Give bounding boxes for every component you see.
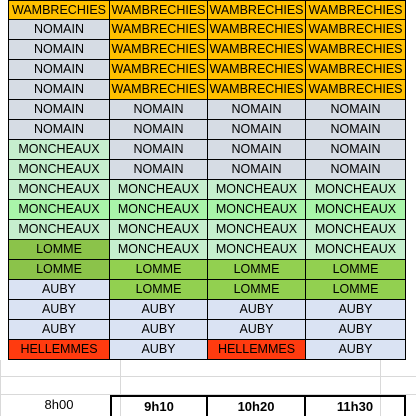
schedule-cell[interactable]: MONCHEAUX (110, 180, 208, 200)
schedule-cell[interactable]: NOMAIN (8, 20, 110, 40)
schedule-cell[interactable]: WAMBRECHIES (110, 40, 208, 60)
schedule-cell[interactable]: LOMME (306, 260, 406, 280)
schedule-cell[interactable]: NOMAIN (110, 120, 208, 140)
schedule-cell[interactable]: AUBY (306, 340, 406, 360)
schedule-cell[interactable]: NOMAIN (306, 120, 406, 140)
schedule-cell[interactable]: LOMME (208, 280, 306, 300)
schedule-row (8, 240, 406, 260)
schedule-cell[interactable]: WAMBRECHIES (8, 0, 110, 20)
schedule-cell[interactable]: LOMME (208, 260, 306, 280)
schedule-cell[interactable]: NOMAIN (8, 40, 110, 60)
schedule-row (8, 300, 406, 320)
schedule-cell[interactable]: MONCHEAUX (306, 220, 406, 240)
schedule-cell[interactable]: AUBY (8, 300, 110, 320)
schedule-row (8, 0, 406, 20)
schedule-cell[interactable]: WAMBRECHIES (306, 0, 406, 20)
schedule-cell[interactable]: NOMAIN (8, 120, 110, 140)
schedule-cell[interactable]: LOMME (8, 260, 110, 280)
time-slot-2[interactable]: 9h10 (110, 395, 208, 416)
schedule-cell[interactable]: MONCHEAUX (208, 200, 306, 220)
schedule-row (8, 100, 406, 120)
schedule-cell[interactable]: NOMAIN (306, 140, 406, 160)
schedule-cell[interactable]: LOMME (110, 260, 208, 280)
schedule-cell[interactable]: AUBY (208, 300, 306, 320)
schedule-row (8, 120, 406, 140)
schedule-cell[interactable]: MONCHEAUX (8, 140, 110, 160)
schedule-cell[interactable]: MONCHEAUX (208, 240, 306, 260)
schedule-cell[interactable]: AUBY (208, 320, 306, 340)
schedule-row (8, 320, 406, 340)
schedule-cell[interactable]: WAMBRECHIES (110, 20, 208, 40)
schedule-cell[interactable]: WAMBRECHIES (306, 40, 406, 60)
schedule-cell[interactable]: NOMAIN (8, 80, 110, 100)
schedule-cell[interactable]: AUBY (110, 340, 208, 360)
schedule-cell[interactable]: NOMAIN (8, 60, 110, 80)
schedule-cell[interactable]: MONCHEAUX (306, 200, 406, 220)
schedule-row (8, 140, 406, 160)
time-slot-row (8, 395, 406, 416)
schedule-cell[interactable]: WAMBRECHIES (208, 20, 306, 40)
schedule-cell[interactable]: MONCHEAUX (208, 180, 306, 200)
schedule-cell[interactable]: LOMME (8, 240, 110, 260)
schedule-cell[interactable]: NOMAIN (110, 140, 208, 160)
schedule-cell[interactable]: WAMBRECHIES (208, 0, 306, 20)
schedule-row (8, 80, 406, 100)
schedule-row (8, 180, 406, 200)
time-slot-3[interactable]: 10h20 (208, 395, 306, 416)
gridline-horizontal (0, 376, 416, 377)
gridline-vertical (0, 360, 1, 416)
schedule-cell[interactable]: MONCHEAUX (8, 200, 110, 220)
schedule-row (8, 280, 406, 300)
schedule-cell[interactable]: WAMBRECHIES (110, 0, 208, 20)
schedule-cell[interactable]: NOMAIN (110, 100, 208, 120)
schedule-cell[interactable]: NOMAIN (208, 160, 306, 180)
schedule-cell[interactable]: WAMBRECHIES (110, 60, 208, 80)
schedule-cell[interactable]: NOMAIN (110, 160, 208, 180)
schedule-cell[interactable]: AUBY (306, 300, 406, 320)
schedule-cell[interactable]: LOMME (110, 280, 208, 300)
time-slot-4[interactable]: 11h30 (306, 395, 406, 416)
schedule-row (8, 340, 406, 360)
schedule-row (8, 220, 406, 240)
schedule-row (8, 60, 406, 80)
schedule-cell[interactable]: NOMAIN (208, 100, 306, 120)
schedule-cell[interactable]: NOMAIN (208, 140, 306, 160)
time-slot-1[interactable]: 8h00 (44, 397, 74, 412)
schedule-cell[interactable]: WAMBRECHIES (208, 80, 306, 100)
schedule-cell[interactable]: WAMBRECHIES (306, 60, 406, 80)
schedule-cell[interactable]: MONCHEAUX (8, 220, 110, 240)
schedule-cell[interactable]: AUBY (110, 300, 208, 320)
schedule-cell[interactable]: MONCHEAUX (8, 160, 110, 180)
schedule-row (8, 260, 406, 280)
schedule-cell[interactable]: MONCHEAUX (110, 220, 208, 240)
schedule-cell[interactable]: AUBY (8, 320, 110, 340)
schedule-row (8, 40, 406, 60)
schedule-cell[interactable]: HELLEMMES (8, 340, 110, 360)
schedule-cell[interactable]: NOMAIN (306, 100, 406, 120)
schedule-row (8, 200, 406, 220)
schedule-cell[interactable]: MONCHEAUX (306, 240, 406, 260)
schedule-cell[interactable]: AUBY (8, 280, 110, 300)
schedule-cell[interactable]: MONCHEAUX (8, 180, 110, 200)
schedule-cell[interactable]: WAMBRECHIES (306, 20, 406, 40)
schedule-cell[interactable]: MONCHEAUX (110, 200, 208, 220)
schedule-cell[interactable]: MONCHEAUX (110, 240, 208, 260)
schedule-cell[interactable]: WAMBRECHIES (208, 40, 306, 60)
schedule-cell[interactable]: AUBY (306, 320, 406, 340)
schedule-cell[interactable]: WAMBRECHIES (306, 80, 406, 100)
schedule-cell[interactable]: AUBY (110, 320, 208, 340)
schedule-cell[interactable]: MONCHEAUX (306, 180, 406, 200)
schedule-cell[interactable]: MONCHEAUX (208, 220, 306, 240)
schedule-cell[interactable]: WAMBRECHIES (208, 60, 306, 80)
schedule-cell[interactable]: NOMAIN (208, 120, 306, 140)
schedule-cell[interactable]: WAMBRECHIES (110, 80, 208, 100)
schedule-cell[interactable]: HELLEMMES (208, 340, 306, 360)
schedule-row (8, 20, 406, 40)
schedule-cell[interactable]: LOMME (306, 280, 406, 300)
schedule-row (8, 160, 406, 180)
schedule-cell[interactable]: NOMAIN (306, 160, 406, 180)
schedule-cell[interactable]: NOMAIN (8, 100, 110, 120)
